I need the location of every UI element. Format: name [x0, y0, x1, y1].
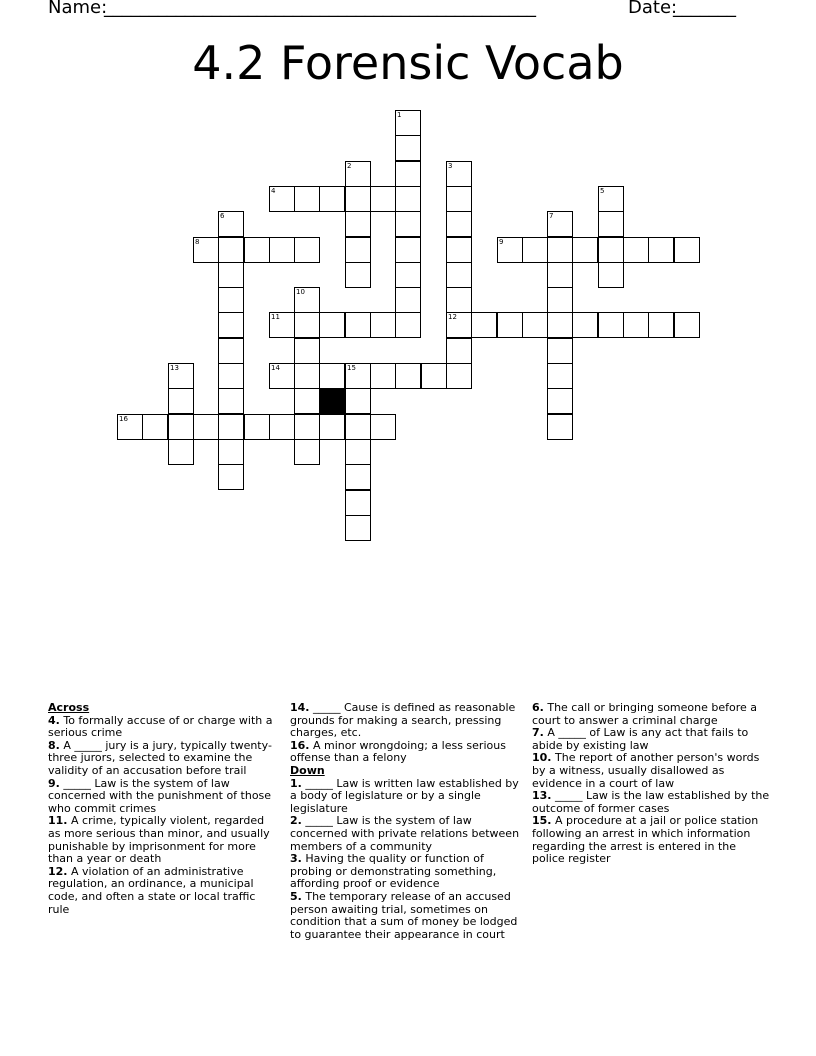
clue-down-5: [290, 891, 528, 941]
cell-number: 9: [499, 238, 504, 246]
grid-cell[interactable]: [345, 464, 371, 490]
clue-across-9: [48, 778, 280, 816]
grid-cell[interactable]: [345, 388, 371, 414]
clue-text: A _____ of Law is any act that fails to abide by existing law: [532, 726, 749, 752]
grid-cell[interactable]: [142, 414, 168, 440]
clue-text: To formally accuse of or charge with a serious crime: [48, 713, 273, 740]
clue-across-4: [48, 715, 280, 740]
clue-text: A procedure at a jail or police station following an arrest in which information regarding the arrest is entered in the police register: [532, 814, 759, 866]
grid-cell[interactable]: [345, 312, 371, 338]
grid-cell[interactable]: [319, 363, 345, 389]
grid-cell[interactable]: [395, 287, 421, 313]
clue-number: 8.: [48, 738, 60, 752]
grid-cell[interactable]: [674, 312, 700, 338]
grid-cell[interactable]: [294, 237, 320, 263]
grid-cell[interactable]: [319, 414, 345, 440]
clue-text: _____ Law is the law established by the outcome of former cases: [532, 789, 770, 815]
grid-cell[interactable]: [598, 211, 624, 237]
grid-cell[interactable]: [269, 414, 295, 440]
clue-across-8: [48, 740, 280, 778]
grid-cell[interactable]: [168, 439, 194, 465]
clue-across-11: [48, 815, 280, 865]
clue-across-14: [290, 702, 528, 740]
grid-cell[interactable]: [193, 414, 219, 440]
clue-number: 12.: [48, 864, 68, 878]
clue-text: _____ Law is the system of law concerned with private relations between members of a community: [290, 814, 520, 853]
down-heading: Down: [290, 763, 325, 777]
grid-cell[interactable]: [269, 186, 295, 212]
grid-cell[interactable]: [294, 439, 320, 465]
grid-cell[interactable]: [218, 262, 244, 288]
header: [48, 0, 768, 20]
grid-cell[interactable]: [547, 287, 573, 313]
clue-number: 9.: [48, 776, 60, 790]
grid-cell[interactable]: [345, 490, 371, 516]
grid-cell[interactable]: [395, 186, 421, 212]
clue-text: Having the quality or function of probing or demonstrating something, affording proof or evidence: [290, 852, 497, 891]
grid-cell[interactable]: [497, 237, 523, 263]
grid-cell[interactable]: [370, 186, 396, 212]
grid-cell[interactable]: [395, 237, 421, 263]
grid-cell[interactable]: [623, 237, 649, 263]
grid-cell[interactable]: [547, 237, 573, 263]
grid-cell[interactable]: [345, 515, 371, 541]
clue-text: A minor wrongdoing; a less serious offense than a felony: [290, 738, 506, 765]
grid-cell[interactable]: [395, 110, 421, 136]
clue-across-12: [48, 866, 280, 916]
grid-cell[interactable]: [370, 363, 396, 389]
grid-cell[interactable]: [648, 237, 674, 263]
cell-number: 7: [549, 212, 554, 220]
grid-cell[interactable]: [547, 388, 573, 414]
grid-cell[interactable]: [345, 237, 371, 263]
grid-cell[interactable]: [446, 312, 472, 338]
name-label: Name:: [48, 0, 108, 18]
clue-number: 15.: [532, 814, 552, 828]
cell-number: 14: [271, 364, 280, 372]
grid-cell[interactable]: [269, 312, 295, 338]
grid-cell[interactable]: [294, 186, 320, 212]
grid-cell[interactable]: [218, 414, 244, 440]
grid-cell[interactable]: [345, 439, 371, 465]
grid-cell[interactable]: [269, 363, 295, 389]
grid-cell[interactable]: [497, 312, 523, 338]
grid-cell[interactable]: [572, 312, 598, 338]
clue-down-13: [532, 790, 772, 815]
grid-cell[interactable]: [345, 161, 371, 187]
cell-number: 2: [347, 162, 352, 170]
grid-cell[interactable]: [168, 363, 194, 389]
grid-cell[interactable]: [319, 186, 345, 212]
grid-cell[interactable]: [345, 186, 371, 212]
clue-text: _____ Law is written law established by a body of legislature or by a single legislature: [290, 776, 519, 815]
cell-number: 12: [448, 313, 457, 321]
grid-cell[interactable]: [395, 161, 421, 187]
grid-cell[interactable]: [269, 237, 295, 263]
grid-cell[interactable]: [572, 237, 598, 263]
grid-cell[interactable]: [294, 338, 320, 364]
grid-cell[interactable]: [623, 312, 649, 338]
date-label: Date:: [628, 0, 678, 18]
grid-cell[interactable]: [446, 338, 472, 364]
grid-cell[interactable]: [598, 186, 624, 212]
clue-number: 11.: [48, 814, 68, 828]
clue-text: A _____ jury is a jury, typically twenty-three jurors, selected to examine the validity of an accusation before trail: [48, 738, 272, 777]
cell-number: 1: [397, 111, 402, 119]
grid-cell[interactable]: [218, 363, 244, 389]
grid-cell[interactable]: [598, 237, 624, 263]
across-heading: Across: [48, 701, 90, 714]
grid-cell[interactable]: [218, 237, 244, 263]
clue-number: 6.: [532, 701, 544, 714]
clue-number: 1.: [290, 776, 302, 790]
grid-cell[interactable]: [446, 237, 472, 263]
grid-cell[interactable]: [547, 211, 573, 237]
page-title: 4.2 Forensic Vocab: [192, 36, 624, 90]
name-field[interactable]: ________________________________________________: [104, 0, 536, 18]
cell-number: 16: [119, 415, 128, 423]
clue-down-3: [290, 853, 528, 891]
grid-cell[interactable]: [294, 388, 320, 414]
grid-cell[interactable]: [345, 211, 371, 237]
grid-cell[interactable]: [446, 287, 472, 313]
clue-number: 13.: [532, 789, 552, 803]
grid-cell[interactable]: [547, 338, 573, 364]
grid-cell[interactable]: [522, 312, 548, 338]
grid-cell[interactable]: [345, 363, 371, 389]
grid-cell[interactable]: [547, 363, 573, 389]
grid-cell[interactable]: [598, 312, 624, 338]
grid-cell[interactable]: [218, 464, 244, 490]
clue-across-16: [290, 740, 528, 765]
grid-cell[interactable]: [244, 414, 270, 440]
clue-text: The temporary release of an accused person awaiting trial, sometimes on condition that a sum of money be lodged to guarantee their appearance in court: [290, 889, 518, 941]
grid-cell[interactable]: [345, 414, 371, 440]
clue-text: A crime, typically violent, regarded as more serious than minor, and usually punishable by imprisonment for more than a year or death: [48, 814, 270, 866]
grid-cell[interactable]: [648, 312, 674, 338]
grid-cell[interactable]: [294, 363, 320, 389]
cell-number: 3: [448, 162, 453, 170]
grid-cell[interactable]: [522, 237, 548, 263]
cell-number: 4: [271, 187, 276, 195]
grid-cell[interactable]: [547, 262, 573, 288]
grid-cell[interactable]: [370, 414, 396, 440]
clue-column-2: [290, 702, 528, 941]
cell-number: 11: [271, 313, 280, 321]
clue-number: 14.: [290, 701, 310, 714]
grid-cell[interactable]: [294, 414, 320, 440]
date-field[interactable]: _______: [673, 0, 736, 18]
clue-column-3: [532, 702, 772, 866]
grid-cell[interactable]: [345, 262, 371, 288]
grid-cell[interactable]: [598, 262, 624, 288]
clue-text: The call or bringing someone before a court to answer a criminal charge: [532, 701, 758, 727]
grid-cell[interactable]: [395, 262, 421, 288]
clue-number: 4.: [48, 713, 60, 727]
clue-text: _____ Cause is defined as reasonable grounds for making a search, pressing charges, etc.: [290, 701, 516, 740]
grid-cell[interactable]: [471, 312, 497, 338]
clue-text: _____ Law is the system of law concerned with the punishment of those who commit crimes: [48, 776, 272, 815]
clue-down-10: [532, 752, 772, 790]
grid-cell[interactable]: [395, 312, 421, 338]
cell-number: 8: [195, 238, 200, 246]
grid-cell[interactable]: [446, 262, 472, 288]
grid-cell[interactable]: [547, 414, 573, 440]
grid-cell[interactable]: [395, 363, 421, 389]
clue-text: The report of another person's words by a witness, usually disallowed as evidence in a court of law: [532, 751, 760, 790]
clue-number: 5.: [290, 889, 302, 903]
grid-cell[interactable]: [421, 363, 447, 389]
grid-cell[interactable]: [446, 363, 472, 389]
grid-cell[interactable]: [218, 439, 244, 465]
black-cell: [319, 388, 345, 414]
grid-cell[interactable]: [244, 237, 270, 263]
clue-down-7: [532, 727, 772, 752]
grid-cell[interactable]: [446, 186, 472, 212]
clue-down-1: [290, 778, 528, 816]
grid-cell[interactable]: [193, 237, 219, 263]
grid-cell[interactable]: [446, 211, 472, 237]
grid-cell[interactable]: [674, 237, 700, 263]
clue-down-2: [290, 815, 528, 853]
grid-cell[interactable]: [218, 312, 244, 338]
cell-number: 15: [347, 364, 356, 372]
grid-cell[interactable]: [370, 312, 396, 338]
clue-text: A violation of an administrative regulation, an ordinance, a municipal code, and often a state or local traffic rule: [48, 864, 256, 916]
grid-cell[interactable]: [319, 312, 345, 338]
grid-cell[interactable]: [168, 414, 194, 440]
grid-cell[interactable]: [395, 211, 421, 237]
grid-cell[interactable]: [168, 388, 194, 414]
cell-number: 10: [296, 288, 305, 296]
clue-number: 7.: [532, 726, 544, 740]
grid-cell[interactable]: [218, 211, 244, 237]
grid-cell[interactable]: [294, 312, 320, 338]
grid-cell[interactable]: [446, 161, 472, 187]
cell-number: 6: [220, 212, 225, 220]
grid-cell[interactable]: [218, 338, 244, 364]
grid-cell[interactable]: [547, 312, 573, 338]
clue-down-6: [532, 702, 772, 727]
clue-column-1: [48, 702, 280, 916]
grid-cell[interactable]: [218, 388, 244, 414]
clue-number: 2.: [290, 814, 302, 828]
grid-cell[interactable]: [117, 414, 143, 440]
clue-number: 3.: [290, 852, 302, 866]
clue-number: 10.: [532, 751, 552, 765]
cell-number: 5: [600, 187, 605, 195]
grid-cell[interactable]: [218, 287, 244, 313]
clue-down-15: [532, 815, 772, 865]
cell-number: 13: [170, 364, 179, 372]
grid-cell[interactable]: [294, 287, 320, 313]
clue-number: 16.: [290, 738, 310, 752]
grid-cell[interactable]: [395, 135, 421, 161]
